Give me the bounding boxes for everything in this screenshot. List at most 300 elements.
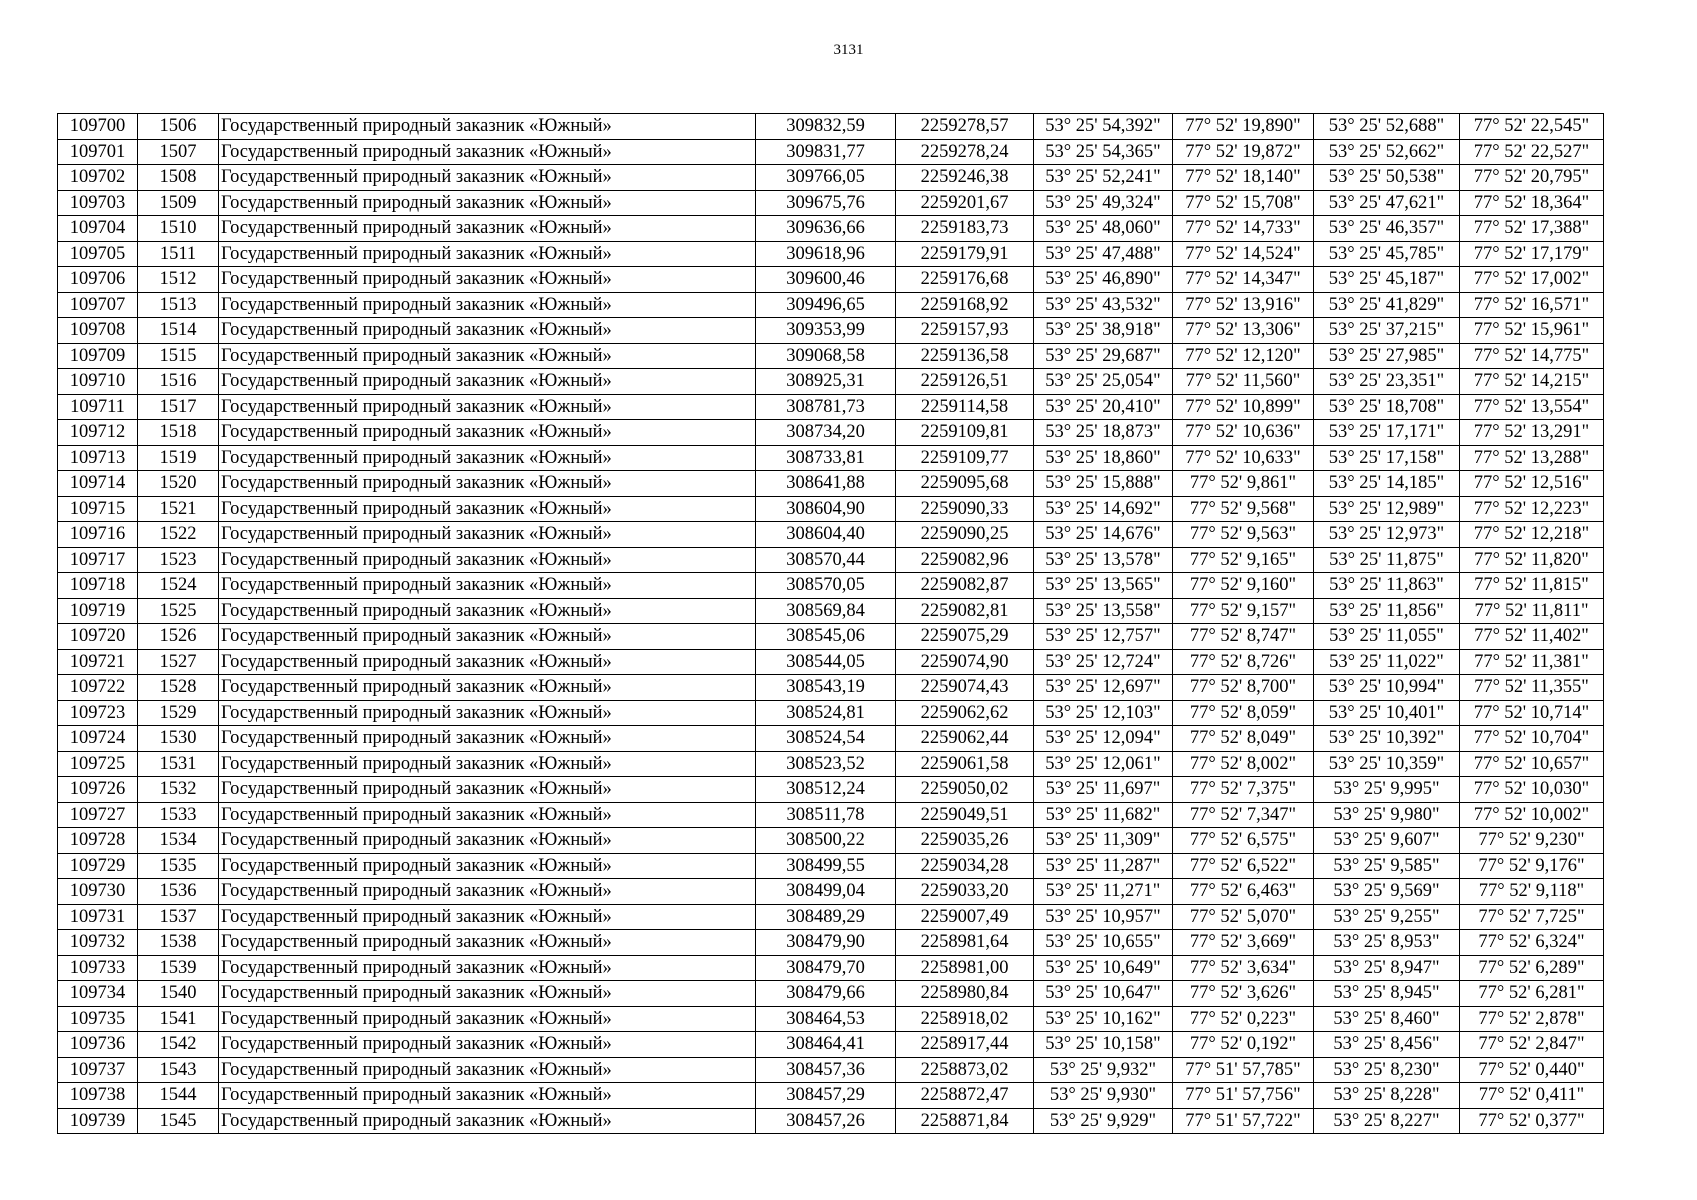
cell-lon-1: 77° 52' 10,636" bbox=[1173, 420, 1314, 446]
cell-lon-2: 77° 52' 13,554" bbox=[1460, 394, 1604, 420]
cell-object-name: Государственный природный заказник «Южный» bbox=[219, 1083, 756, 1109]
cell-y: 2259114,58 bbox=[896, 394, 1034, 420]
table-row bbox=[58, 777, 1604, 803]
cell-lat-2: 53° 25' 8,227" bbox=[1314, 1108, 1460, 1134]
cell-record-id: 109703 bbox=[58, 190, 138, 216]
cell-lon-2: 77° 52' 11,811" bbox=[1460, 598, 1604, 624]
cell-object-name: Государственный природный заказник «Южный» bbox=[219, 547, 756, 573]
cell-point-number: 1509 bbox=[138, 190, 219, 216]
cell-lon-1: 77° 52' 9,157" bbox=[1173, 598, 1314, 624]
cell-lon-1: 77° 52' 10,899" bbox=[1173, 394, 1314, 420]
cell-lat-2: 53° 25' 45,785" bbox=[1314, 241, 1460, 267]
cell-lat-2: 53° 25' 11,863" bbox=[1314, 573, 1460, 599]
cell-lat-1: 53° 25' 54,392" bbox=[1034, 114, 1173, 140]
cell-object-name: Государственный природный заказник «Южный» bbox=[219, 624, 756, 650]
cell-lon-1: 77° 52' 18,140" bbox=[1173, 165, 1314, 191]
cell-y: 2259278,57 bbox=[896, 114, 1034, 140]
cell-lat-2: 53° 25' 9,607" bbox=[1314, 828, 1460, 854]
cell-lon-2: 77° 52' 2,878" bbox=[1460, 1006, 1604, 1032]
cell-lat-2: 53° 25' 37,215" bbox=[1314, 318, 1460, 344]
cell-lat-1: 53° 25' 29,687" bbox=[1034, 343, 1173, 369]
cell-lat-1: 53° 25' 46,890" bbox=[1034, 267, 1173, 293]
cell-lat-1: 53° 25' 10,957" bbox=[1034, 904, 1173, 930]
cell-y: 2259061,58 bbox=[896, 751, 1034, 777]
cell-y: 2259082,81 bbox=[896, 598, 1034, 624]
cell-lon-1: 77° 52' 8,059" bbox=[1173, 700, 1314, 726]
cell-object-name: Государственный природный заказник «Южный» bbox=[219, 114, 756, 140]
cell-record-id: 109704 bbox=[58, 216, 138, 242]
cell-object-name: Государственный природный заказник «Южный» bbox=[219, 649, 756, 675]
cell-record-id: 109721 bbox=[58, 649, 138, 675]
cell-point-number: 1543 bbox=[138, 1057, 219, 1083]
cell-object-name: Государственный природный заказник «Южный» bbox=[219, 190, 756, 216]
table-row bbox=[58, 241, 1604, 267]
cell-object-name: Государственный природный заказник «Южный» bbox=[219, 522, 756, 548]
cell-lat-2: 53° 25' 17,158" bbox=[1314, 445, 1460, 471]
cell-x: 308543,19 bbox=[756, 675, 896, 701]
cell-lat-1: 53° 25' 52,241" bbox=[1034, 165, 1173, 191]
cell-lon-2: 77° 52' 9,176" bbox=[1460, 853, 1604, 879]
cell-lon-1: 77° 52' 10,633" bbox=[1173, 445, 1314, 471]
cell-lat-1: 53° 25' 9,932" bbox=[1034, 1057, 1173, 1083]
cell-lon-1: 77° 52' 9,160" bbox=[1173, 573, 1314, 599]
cell-lon-1: 77° 52' 8,049" bbox=[1173, 726, 1314, 752]
table-row bbox=[58, 955, 1604, 981]
cell-point-number: 1521 bbox=[138, 496, 219, 522]
cell-object-name: Государственный природный заказник «Южный» bbox=[219, 343, 756, 369]
cell-lon-2: 77° 52' 11,402" bbox=[1460, 624, 1604, 650]
cell-lon-1: 77° 51' 57,785" bbox=[1173, 1057, 1314, 1083]
cell-record-id: 109716 bbox=[58, 522, 138, 548]
cell-lat-1: 53° 25' 12,697" bbox=[1034, 675, 1173, 701]
table-row bbox=[58, 751, 1604, 777]
table-row bbox=[58, 547, 1604, 573]
cell-lat-2: 53° 25' 11,055" bbox=[1314, 624, 1460, 650]
cell-lon-1: 77° 52' 9,861" bbox=[1173, 471, 1314, 497]
cell-x: 308781,73 bbox=[756, 394, 896, 420]
cell-lon-2: 77° 52' 14,775" bbox=[1460, 343, 1604, 369]
cell-lon-1: 77° 52' 9,563" bbox=[1173, 522, 1314, 548]
cell-record-id: 109713 bbox=[58, 445, 138, 471]
cell-y: 2258917,44 bbox=[896, 1032, 1034, 1058]
cell-lon-1: 77° 52' 6,575" bbox=[1173, 828, 1314, 854]
cell-y: 2258872,47 bbox=[896, 1083, 1034, 1109]
cell-object-name: Государственный природный заказник «Южный» bbox=[219, 573, 756, 599]
cell-lon-2: 77° 52' 13,288" bbox=[1460, 445, 1604, 471]
cell-lat-2: 53° 25' 8,230" bbox=[1314, 1057, 1460, 1083]
cell-lon-2: 77° 52' 10,002" bbox=[1460, 802, 1604, 828]
cell-record-id: 109734 bbox=[58, 981, 138, 1007]
table-row bbox=[58, 930, 1604, 956]
cell-lat-1: 53° 25' 12,103" bbox=[1034, 700, 1173, 726]
cell-point-number: 1532 bbox=[138, 777, 219, 803]
cell-lon-1: 77° 52' 5,070" bbox=[1173, 904, 1314, 930]
cell-y: 2259075,29 bbox=[896, 624, 1034, 650]
cell-lat-2: 53° 25' 8,947" bbox=[1314, 955, 1460, 981]
cell-lon-2: 77° 52' 14,215" bbox=[1460, 369, 1604, 395]
cell-point-number: 1530 bbox=[138, 726, 219, 752]
cell-lon-2: 77° 52' 18,364" bbox=[1460, 190, 1604, 216]
cell-point-number: 1529 bbox=[138, 700, 219, 726]
cell-object-name: Государственный природный заказник «Южный» bbox=[219, 726, 756, 752]
cell-point-number: 1520 bbox=[138, 471, 219, 497]
cell-lat-2: 53° 25' 10,994" bbox=[1314, 675, 1460, 701]
cell-x: 308733,81 bbox=[756, 445, 896, 471]
cell-lat-1: 53° 25' 14,676" bbox=[1034, 522, 1173, 548]
cell-y: 2259062,44 bbox=[896, 726, 1034, 752]
cell-lon-2: 77° 52' 9,230" bbox=[1460, 828, 1604, 854]
cell-lat-1: 53° 25' 10,647" bbox=[1034, 981, 1173, 1007]
cell-lat-2: 53° 25' 9,255" bbox=[1314, 904, 1460, 930]
cell-lon-2: 77° 52' 10,030" bbox=[1460, 777, 1604, 803]
cell-object-name: Государственный природный заказник «Южный» bbox=[219, 802, 756, 828]
cell-x: 309496,65 bbox=[756, 292, 896, 318]
cell-object-name: Государственный природный заказник «Южный» bbox=[219, 955, 756, 981]
cell-lon-1: 77° 52' 15,708" bbox=[1173, 190, 1314, 216]
cell-y: 2259090,33 bbox=[896, 496, 1034, 522]
cell-lon-2: 77° 52' 13,291" bbox=[1460, 420, 1604, 446]
cell-record-id: 109732 bbox=[58, 930, 138, 956]
cell-lat-1: 53° 25' 54,365" bbox=[1034, 139, 1173, 165]
cell-lat-2: 53° 25' 12,973" bbox=[1314, 522, 1460, 548]
cell-y: 2259157,93 bbox=[896, 318, 1034, 344]
cell-lat-1: 53° 25' 20,410" bbox=[1034, 394, 1173, 420]
cell-point-number: 1507 bbox=[138, 139, 219, 165]
cell-y: 2259090,25 bbox=[896, 522, 1034, 548]
cell-point-number: 1539 bbox=[138, 955, 219, 981]
cell-lat-1: 53° 25' 48,060" bbox=[1034, 216, 1173, 242]
cell-point-number: 1517 bbox=[138, 394, 219, 420]
table-row bbox=[58, 445, 1604, 471]
cell-lon-1: 77° 52' 14,733" bbox=[1173, 216, 1314, 242]
table-row bbox=[58, 165, 1604, 191]
table-row bbox=[58, 1006, 1604, 1032]
cell-x: 308457,29 bbox=[756, 1083, 896, 1109]
cell-lon-2: 77° 52' 9,118" bbox=[1460, 879, 1604, 905]
cell-lat-2: 53° 25' 10,392" bbox=[1314, 726, 1460, 752]
cell-record-id: 109712 bbox=[58, 420, 138, 446]
cell-lat-1: 53° 25' 12,757" bbox=[1034, 624, 1173, 650]
cell-lat-2: 53° 25' 17,171" bbox=[1314, 420, 1460, 446]
cell-record-id: 109737 bbox=[58, 1057, 138, 1083]
cell-y: 2258981,00 bbox=[896, 955, 1034, 981]
cell-lon-1: 77° 52' 12,120" bbox=[1173, 343, 1314, 369]
cell-lat-2: 53° 25' 23,351" bbox=[1314, 369, 1460, 395]
cell-lat-1: 53° 25' 11,309" bbox=[1034, 828, 1173, 854]
cell-lat-1: 53° 25' 10,158" bbox=[1034, 1032, 1173, 1058]
cell-lat-1: 53° 25' 9,930" bbox=[1034, 1083, 1173, 1109]
cell-lon-2: 77° 52' 15,961" bbox=[1460, 318, 1604, 344]
cell-point-number: 1525 bbox=[138, 598, 219, 624]
cell-x: 308500,22 bbox=[756, 828, 896, 854]
cell-point-number: 1524 bbox=[138, 573, 219, 599]
cell-record-id: 109717 bbox=[58, 547, 138, 573]
cell-lon-2: 77° 52' 12,218" bbox=[1460, 522, 1604, 548]
cell-lon-2: 77° 52' 0,440" bbox=[1460, 1057, 1604, 1083]
cell-x: 308523,52 bbox=[756, 751, 896, 777]
cell-record-id: 109727 bbox=[58, 802, 138, 828]
cell-y: 2259109,77 bbox=[896, 445, 1034, 471]
cell-point-number: 1508 bbox=[138, 165, 219, 191]
cell-lon-2: 77° 52' 17,179" bbox=[1460, 241, 1604, 267]
cell-x: 308545,06 bbox=[756, 624, 896, 650]
cell-record-id: 109709 bbox=[58, 343, 138, 369]
cell-x: 308512,24 bbox=[756, 777, 896, 803]
cell-lon-1: 77° 52' 19,890" bbox=[1173, 114, 1314, 140]
cell-record-id: 109733 bbox=[58, 955, 138, 981]
cell-lon-1: 77° 52' 9,568" bbox=[1173, 496, 1314, 522]
cell-y: 2259074,43 bbox=[896, 675, 1034, 701]
cell-x: 308479,70 bbox=[756, 955, 896, 981]
cell-lat-2: 53° 25' 10,401" bbox=[1314, 700, 1460, 726]
cell-lon-1: 77° 52' 3,669" bbox=[1173, 930, 1314, 956]
cell-lat-2: 53° 25' 14,185" bbox=[1314, 471, 1460, 497]
cell-y: 2259050,02 bbox=[896, 777, 1034, 803]
cell-x: 308489,29 bbox=[756, 904, 896, 930]
cell-lon-2: 77° 52' 11,820" bbox=[1460, 547, 1604, 573]
table-row bbox=[58, 420, 1604, 446]
table-row bbox=[58, 853, 1604, 879]
cell-point-number: 1522 bbox=[138, 522, 219, 548]
cell-lon-2: 77° 52' 11,355" bbox=[1460, 675, 1604, 701]
cell-lat-2: 53° 25' 8,228" bbox=[1314, 1083, 1460, 1109]
cell-x: 308641,88 bbox=[756, 471, 896, 497]
cell-lat-1: 53° 25' 43,532" bbox=[1034, 292, 1173, 318]
cell-y: 2259168,92 bbox=[896, 292, 1034, 318]
cell-point-number: 1537 bbox=[138, 904, 219, 930]
cell-object-name: Государственный природный заказник «Южный» bbox=[219, 981, 756, 1007]
cell-object-name: Государственный природный заказник «Южный» bbox=[219, 777, 756, 803]
cell-record-id: 109723 bbox=[58, 700, 138, 726]
cell-lat-2: 53° 25' 11,875" bbox=[1314, 547, 1460, 573]
cell-lon-2: 77° 52' 12,223" bbox=[1460, 496, 1604, 522]
table-row bbox=[58, 879, 1604, 905]
cell-y: 2259035,26 bbox=[896, 828, 1034, 854]
table-row bbox=[58, 394, 1604, 420]
cell-point-number: 1535 bbox=[138, 853, 219, 879]
cell-x: 308734,20 bbox=[756, 420, 896, 446]
cell-lon-2: 77° 52' 22,527" bbox=[1460, 139, 1604, 165]
cell-record-id: 109729 bbox=[58, 853, 138, 879]
cell-point-number: 1526 bbox=[138, 624, 219, 650]
cell-point-number: 1523 bbox=[138, 547, 219, 573]
cell-lon-2: 77° 52' 6,281" bbox=[1460, 981, 1604, 1007]
cell-point-number: 1519 bbox=[138, 445, 219, 471]
cell-y: 2259201,67 bbox=[896, 190, 1034, 216]
cell-object-name: Государственный природный заказник «Южный» bbox=[219, 751, 756, 777]
cell-lat-2: 53° 25' 8,456" bbox=[1314, 1032, 1460, 1058]
cell-x: 308499,04 bbox=[756, 879, 896, 905]
table-row bbox=[58, 1083, 1604, 1109]
cell-lat-2: 53° 25' 10,359" bbox=[1314, 751, 1460, 777]
table-row bbox=[58, 190, 1604, 216]
table-row bbox=[58, 981, 1604, 1007]
cell-lat-2: 53° 25' 12,989" bbox=[1314, 496, 1460, 522]
cell-lat-1: 53° 25' 12,094" bbox=[1034, 726, 1173, 752]
cell-x: 308499,55 bbox=[756, 853, 896, 879]
cell-x: 308570,44 bbox=[756, 547, 896, 573]
cell-lon-2: 77° 52' 20,795" bbox=[1460, 165, 1604, 191]
cell-lon-1: 77° 52' 7,347" bbox=[1173, 802, 1314, 828]
cell-y: 2259074,90 bbox=[896, 649, 1034, 675]
cell-lon-2: 77° 52' 0,377" bbox=[1460, 1108, 1604, 1134]
cell-lon-1: 77° 52' 19,872" bbox=[1173, 139, 1314, 165]
cell-y: 2259246,38 bbox=[896, 165, 1034, 191]
cell-x: 308464,41 bbox=[756, 1032, 896, 1058]
cell-point-number: 1536 bbox=[138, 879, 219, 905]
cell-object-name: Государственный природный заказник «Южный» bbox=[219, 165, 756, 191]
cell-record-id: 109726 bbox=[58, 777, 138, 803]
cell-x: 309831,77 bbox=[756, 139, 896, 165]
cell-lon-2: 77° 52' 0,411" bbox=[1460, 1083, 1604, 1109]
table-row bbox=[58, 471, 1604, 497]
table-row bbox=[58, 573, 1604, 599]
cell-lat-2: 53° 25' 9,585" bbox=[1314, 853, 1460, 879]
cell-record-id: 109710 bbox=[58, 369, 138, 395]
cell-object-name: Государственный природный заказник «Южный» bbox=[219, 904, 756, 930]
cell-x: 308569,84 bbox=[756, 598, 896, 624]
cell-y: 2258980,84 bbox=[896, 981, 1034, 1007]
cell-object-name: Государственный природный заказник «Южный» bbox=[219, 675, 756, 701]
cell-record-id: 109718 bbox=[58, 573, 138, 599]
cell-x: 308511,78 bbox=[756, 802, 896, 828]
cell-lat-1: 53° 25' 13,558" bbox=[1034, 598, 1173, 624]
cell-lat-2: 53° 25' 8,953" bbox=[1314, 930, 1460, 956]
cell-y: 2259095,68 bbox=[896, 471, 1034, 497]
cell-object-name: Государственный природный заказник «Южный» bbox=[219, 879, 756, 905]
cell-record-id: 109702 bbox=[58, 165, 138, 191]
cell-lon-1: 77° 52' 13,916" bbox=[1173, 292, 1314, 318]
cell-lat-1: 53° 25' 47,488" bbox=[1034, 241, 1173, 267]
cell-point-number: 1512 bbox=[138, 267, 219, 293]
cell-lat-1: 53° 25' 38,918" bbox=[1034, 318, 1173, 344]
cell-lon-2: 77° 52' 12,516" bbox=[1460, 471, 1604, 497]
cell-lat-2: 53° 25' 8,460" bbox=[1314, 1006, 1460, 1032]
cell-object-name: Государственный природный заказник «Южный» bbox=[219, 930, 756, 956]
cell-x: 309832,59 bbox=[756, 114, 896, 140]
cell-object-name: Государственный природный заказник «Южный» bbox=[219, 496, 756, 522]
cell-lat-1: 53° 25' 14,692" bbox=[1034, 496, 1173, 522]
cell-lon-1: 77° 52' 9,165" bbox=[1173, 547, 1314, 573]
cell-lon-2: 77° 52' 11,815" bbox=[1460, 573, 1604, 599]
table-row bbox=[58, 343, 1604, 369]
cell-lon-1: 77° 52' 8,747" bbox=[1173, 624, 1314, 650]
table-row bbox=[58, 267, 1604, 293]
cell-lon-1: 77° 52' 8,700" bbox=[1173, 675, 1314, 701]
table-row bbox=[58, 114, 1604, 140]
cell-point-number: 1534 bbox=[138, 828, 219, 854]
cell-object-name: Государственный природный заказник «Южный» bbox=[219, 598, 756, 624]
cell-record-id: 109711 bbox=[58, 394, 138, 420]
cell-lat-2: 53° 25' 9,995" bbox=[1314, 777, 1460, 803]
cell-lat-2: 53° 25' 11,856" bbox=[1314, 598, 1460, 624]
cell-lon-1: 77° 52' 3,634" bbox=[1173, 955, 1314, 981]
cell-lon-1: 77° 51' 57,756" bbox=[1173, 1083, 1314, 1109]
coordinates-table bbox=[57, 113, 1604, 1134]
cell-point-number: 1541 bbox=[138, 1006, 219, 1032]
cell-lat-2: 53° 25' 47,621" bbox=[1314, 190, 1460, 216]
cell-lon-1: 77° 52' 11,560" bbox=[1173, 369, 1314, 395]
cell-point-number: 1538 bbox=[138, 930, 219, 956]
table-row bbox=[58, 522, 1604, 548]
cell-lon-2: 77° 52' 16,571" bbox=[1460, 292, 1604, 318]
cell-lon-1: 77° 52' 6,522" bbox=[1173, 853, 1314, 879]
cell-y: 2258871,84 bbox=[896, 1108, 1034, 1134]
cell-lat-1: 53° 25' 13,578" bbox=[1034, 547, 1173, 573]
cell-record-id: 109719 bbox=[58, 598, 138, 624]
cell-lon-2: 77° 52' 7,725" bbox=[1460, 904, 1604, 930]
table-row bbox=[58, 726, 1604, 752]
cell-x: 308604,40 bbox=[756, 522, 896, 548]
cell-object-name: Государственный природный заказник «Южный» bbox=[219, 420, 756, 446]
cell-y: 2259034,28 bbox=[896, 853, 1034, 879]
cell-lon-1: 77° 52' 0,192" bbox=[1173, 1032, 1314, 1058]
cell-lat-1: 53° 25' 10,655" bbox=[1034, 930, 1173, 956]
cell-record-id: 109731 bbox=[58, 904, 138, 930]
cell-record-id: 109724 bbox=[58, 726, 138, 752]
cell-x: 308524,54 bbox=[756, 726, 896, 752]
table-body bbox=[58, 114, 1604, 1134]
table-row bbox=[58, 1032, 1604, 1058]
cell-point-number: 1510 bbox=[138, 216, 219, 242]
cell-record-id: 109736 bbox=[58, 1032, 138, 1058]
cell-lon-1: 77° 52' 8,002" bbox=[1173, 751, 1314, 777]
cell-lat-2: 53° 25' 8,945" bbox=[1314, 981, 1460, 1007]
cell-point-number: 1506 bbox=[138, 114, 219, 140]
cell-y: 2259278,24 bbox=[896, 139, 1034, 165]
cell-record-id: 109705 bbox=[58, 241, 138, 267]
cell-object-name: Государственный природный заказник «Южный» bbox=[219, 241, 756, 267]
cell-lat-1: 53° 25' 25,054" bbox=[1034, 369, 1173, 395]
cell-x: 308544,05 bbox=[756, 649, 896, 675]
table-row bbox=[58, 828, 1604, 854]
cell-y: 2259049,51 bbox=[896, 802, 1034, 828]
cell-x: 309353,99 bbox=[756, 318, 896, 344]
cell-lon-2: 77° 52' 10,704" bbox=[1460, 726, 1604, 752]
table-row bbox=[58, 139, 1604, 165]
table-row bbox=[58, 598, 1604, 624]
cell-lat-1: 53° 25' 10,649" bbox=[1034, 955, 1173, 981]
cell-lon-1: 77° 52' 6,463" bbox=[1173, 879, 1314, 905]
cell-y: 2259126,51 bbox=[896, 369, 1034, 395]
cell-object-name: Государственный природный заказник «Южный» bbox=[219, 139, 756, 165]
cell-record-id: 109714 bbox=[58, 471, 138, 497]
cell-y: 2258918,02 bbox=[896, 1006, 1034, 1032]
cell-object-name: Государственный природный заказник «Южный» bbox=[219, 1032, 756, 1058]
cell-lon-2: 77° 52' 11,381" bbox=[1460, 649, 1604, 675]
cell-object-name: Государственный природный заказник «Южный» bbox=[219, 394, 756, 420]
cell-lat-2: 53° 25' 9,569" bbox=[1314, 879, 1460, 905]
table-row bbox=[58, 700, 1604, 726]
cell-object-name: Государственный природный заказник «Южный» bbox=[219, 828, 756, 854]
cell-lon-2: 77° 52' 6,289" bbox=[1460, 955, 1604, 981]
cell-lat-1: 53° 25' 12,724" bbox=[1034, 649, 1173, 675]
table-row bbox=[58, 1108, 1604, 1134]
cell-object-name: Государственный природный заказник «Южный» bbox=[219, 369, 756, 395]
table-row bbox=[58, 369, 1604, 395]
cell-record-id: 109739 bbox=[58, 1108, 138, 1134]
cell-lon-2: 77° 52' 2,847" bbox=[1460, 1032, 1604, 1058]
cell-lon-1: 77° 52' 14,524" bbox=[1173, 241, 1314, 267]
cell-x: 308479,90 bbox=[756, 930, 896, 956]
cell-object-name: Государственный природный заказник «Южный» bbox=[219, 700, 756, 726]
cell-y: 2259183,73 bbox=[896, 216, 1034, 242]
table-row bbox=[58, 292, 1604, 318]
cell-lon-1: 77° 52' 13,306" bbox=[1173, 318, 1314, 344]
cell-x: 309068,58 bbox=[756, 343, 896, 369]
cell-lat-2: 53° 25' 9,980" bbox=[1314, 802, 1460, 828]
cell-point-number: 1544 bbox=[138, 1083, 219, 1109]
